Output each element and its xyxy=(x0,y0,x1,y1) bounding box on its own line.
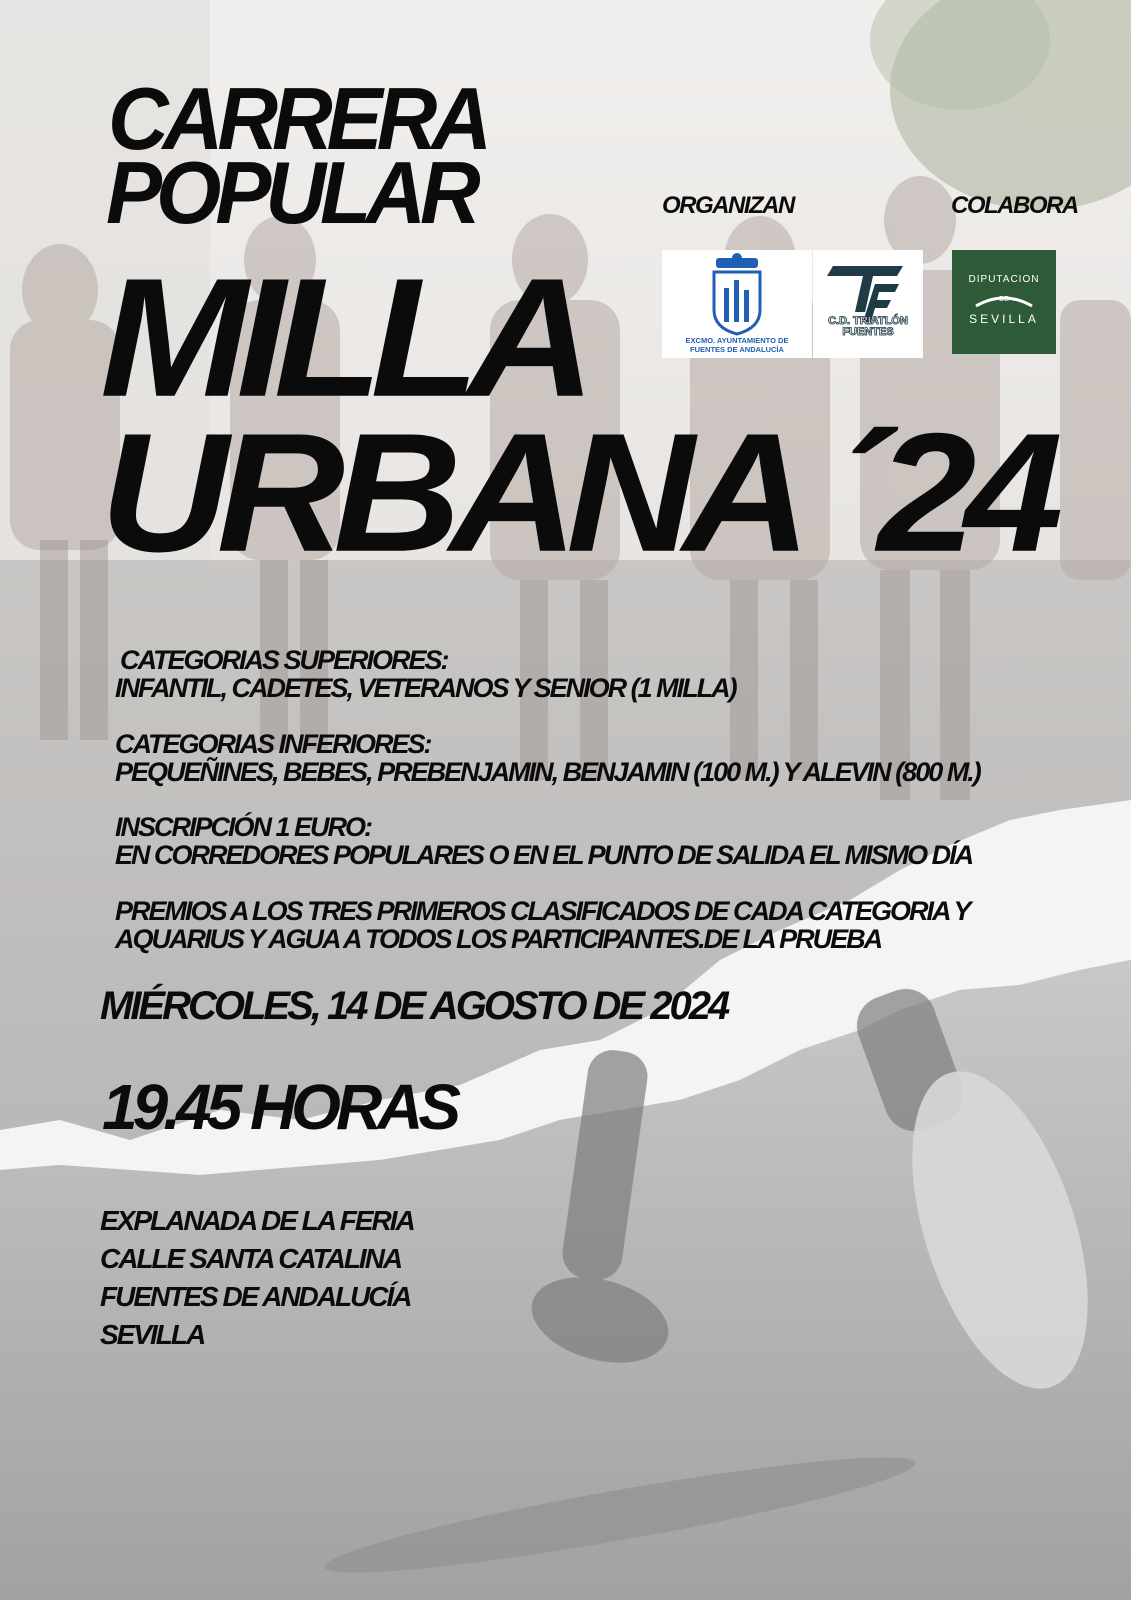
event-date: MIÉRCOLES, 14 DE AGOSTO DE 2024 xyxy=(100,984,728,1028)
triatlon-logo-text-1: C.D. TRIATLÓN xyxy=(828,315,908,327)
event-time: 19.45 HORAS xyxy=(102,1071,457,1143)
collaborator-heading: COLABORA xyxy=(951,192,1078,219)
title-line-milla: MILLA xyxy=(100,242,584,432)
address-line-3: FUENTES DE ANDALUCÍA xyxy=(100,1281,411,1312)
junior-categories-title: CATEGORIAS INFERIORES: xyxy=(115,729,431,759)
address-line-2: CALLE SANTA CATALINA xyxy=(100,1243,402,1274)
ayuntamiento-logo xyxy=(662,250,812,358)
address-line-1: EXPLANADA DE LA FERIA xyxy=(100,1205,414,1236)
senior-categories-list: INFANTIL, CADETES, VETERANOS Y SENIOR (1 MILLA) xyxy=(115,673,736,703)
registration-text: EN CORREDORES POPULARES O EN EL PUNTO DE SALIDA EL MISMO DÍA xyxy=(115,840,973,870)
diputacion-logo-text-3: SEVILLA xyxy=(969,312,1039,326)
senior-categories-title: CATEGORIAS SUPERIORES: xyxy=(120,645,448,675)
diputacion-logo-text-2: DE xyxy=(999,296,1009,303)
registration-title: INSCRIPCIÓN 1 EURO: xyxy=(115,812,372,842)
title-line-popular: POPULAR xyxy=(106,143,475,242)
organizers-heading: ORGANIZAN xyxy=(662,192,794,219)
triatlon-club-logo xyxy=(813,250,923,358)
title-line-urbana: URBANA ´24 xyxy=(100,397,1052,587)
prizes-line-1: PREMIOS A LOS TRES PRIMEROS CLASIFICADOS DE CADA CATEGORIA Y xyxy=(115,896,970,926)
title-line-carrera: CARRERA xyxy=(108,69,486,168)
triatlon-logo-text-2: FUENTES xyxy=(842,326,894,338)
ayuntamiento-logo-text-2: FUENTES DE ANDALUCÍA xyxy=(690,345,784,354)
prizes-line-2: AQUARIUS Y AGUA A TODOS LOS PARTICIPANTES.DE LA PRUEBA xyxy=(115,924,882,954)
junior-categories-list: PEQUEÑINES, BEBES, PREBENJAMIN, BENJAMIN (100 M.) Y ALEVIN (800 M.) xyxy=(115,757,980,787)
diputacion-sevilla-logo xyxy=(952,250,1056,354)
address-line-4: SEVILLA xyxy=(100,1319,205,1350)
diputacion-logo-text-1: DIPUTACION xyxy=(968,274,1040,285)
triatlon-tf-icon xyxy=(813,250,923,358)
ayuntamiento-logo-text-1: EXCMO. AYUNTAMIENTO DE xyxy=(685,336,789,345)
